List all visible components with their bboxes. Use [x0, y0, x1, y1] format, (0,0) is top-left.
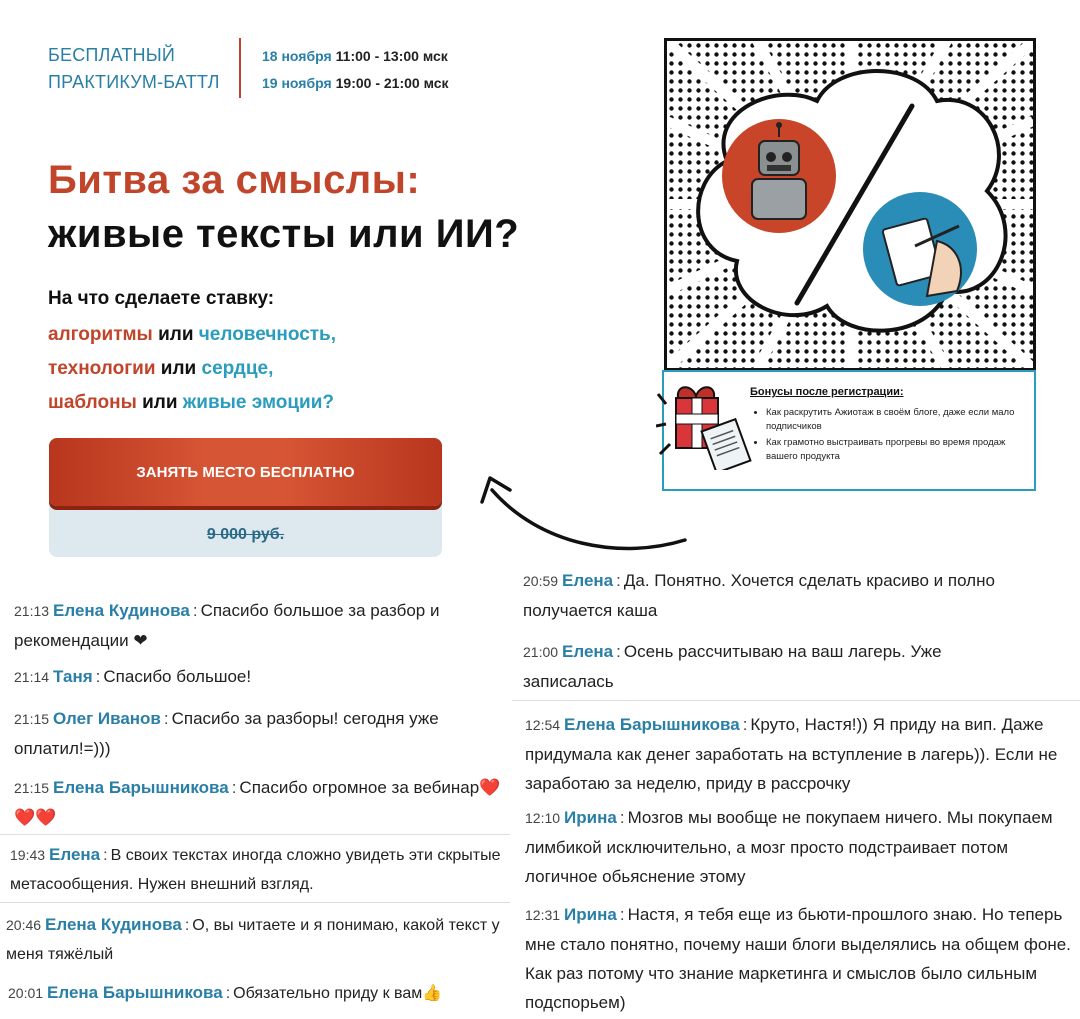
chat-message: 12:10 Ирина : Мозгов мы вообще не покупаем ничего. Мы покупаем лимбикой исключительно, а мозг просто подстраивает потом логичное обьяснение этому: [525, 808, 1053, 886]
event-type-line2: ПРАКТИКУМ-БАТТЛ: [48, 72, 220, 92]
event-type-line1: БЕСПЛАТНЫЙ: [48, 45, 176, 65]
bonus-card: [662, 370, 1036, 491]
chat-message: 20:46 Елена Кудинова : О, вы читаете и я понимаю, какой текст у меня тяжёлый: [6, 915, 500, 963]
hero-options: [48, 318, 336, 420]
hero-question: На что сделаете ставку:: [48, 288, 275, 309]
chat-divider: [0, 902, 510, 903]
option-row: алгоритмы или человечность,: [48, 324, 337, 345]
chat-message: 20:59 Елена : Да. Понятно. Хочется сделать красиво и полно получается каша: [523, 571, 995, 620]
event-type-label: [48, 42, 220, 96]
option-row: технологии или сердце,: [48, 358, 274, 379]
chat-message: 21:15 Олег Иванов : Спасибо за разборы! сегодня уже оплатил!=))): [14, 709, 439, 758]
chat-message: 19:43 Елена : В своих текстах иногда сложно увидеть эти скрытые метасообщения. Нужен внешний взгляд.: [10, 845, 501, 893]
comic-burst-image: [667, 41, 1033, 368]
chat-divider: [0, 834, 510, 835]
chat-message: 12:54 Елена Барышникова : Круто, Настя!)) Я приду на вип. Даже придумала как денег заработать на вступление в лагерь)). Если не заработаю за неделю, приду в рассрочку: [525, 715, 1058, 793]
old-price: 9 000 руб.: [206, 525, 285, 543]
bonus-item: • Как раскрутить Ажиотаж в своём блоге, даже если мало подписчиков: [766, 406, 1036, 434]
chat-message: 21:15 Елена Барышникова : Спасибо огромное за вебинар❤️❤️❤️: [14, 778, 501, 827]
bonus-item: • Как грамотно выстраивать прогревы во время продаж вашего продукта: [766, 436, 1036, 464]
hero-title-line1: Битва за смыслы:: [48, 158, 421, 202]
chat-message: 21:00 Елена : Осень рассчитываю на ваш лагерь. Уже записалась: [523, 642, 942, 691]
bonus-title: Бонусы после регистрации:: [750, 386, 904, 398]
date-row-2: 19 ноября 19:00 - 21:00 мск: [262, 75, 449, 91]
chat-divider: [512, 700, 1080, 701]
event-dates: [262, 43, 449, 97]
date-row-1: 18 ноября 11:00 - 13:00 мск: [262, 48, 448, 64]
chat-message: 20:01 Елена Барышникова : Обязательно приду к вам👍: [8, 983, 443, 1002]
old-price-box: [49, 504, 442, 557]
register-free-button[interactable]: ЗАНЯТЬ МЕСТО БЕСПЛАТНО: [49, 438, 442, 506]
chat-message: 12:31 Ирина : Настя, я тебя еще из бьюти-прошлого знаю. Но теперь мне стало понятно, почему наши блоги выделялись на общем фоне. Как раз потому что знание маркетинга и смыслов было сильным подспорьем): [525, 905, 1071, 1012]
chat-message: 21:14 Таня : Спасибо большое!: [14, 667, 252, 686]
chat-message: 21:13 Елена Кудинова : Спасибо большое за разбор и рекомендации ❤: [14, 601, 440, 650]
chat-left-panel: [0, 588, 510, 1019]
header-divider: [239, 38, 241, 98]
option-row: шаблоны или живые эмоции?: [48, 392, 334, 413]
bonus-list: [750, 406, 1036, 466]
hero-title-line2: живые тексты или ИИ?: [48, 212, 520, 256]
gift-icon: [656, 374, 752, 470]
chat-right-panel: [512, 560, 1080, 1019]
comic-illustration: [664, 38, 1036, 371]
